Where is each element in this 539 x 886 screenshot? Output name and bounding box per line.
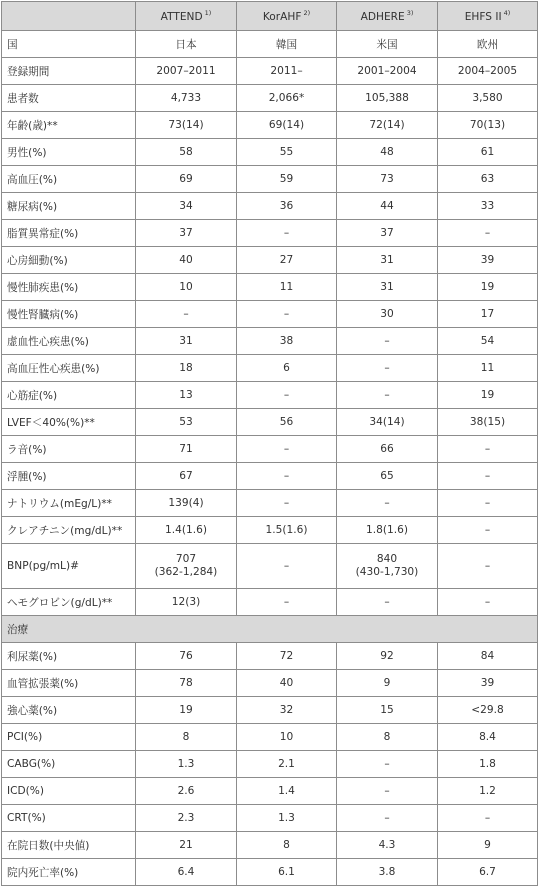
table-row-bnp bbox=[2, 544, 538, 589]
row-value: 4.3 bbox=[337, 832, 438, 859]
row-label: 登録期間 bbox=[2, 58, 136, 85]
row-value: 37 bbox=[337, 220, 438, 247]
row-value: 8 bbox=[136, 724, 237, 751]
row-label: LVEF＜40%(%)** bbox=[2, 409, 136, 436]
row-value: 4,733 bbox=[136, 85, 237, 112]
row-value: 53 bbox=[136, 409, 237, 436]
value-line-1: – bbox=[484, 559, 491, 572]
table-row bbox=[2, 697, 538, 724]
row-value: 34(14) bbox=[337, 409, 438, 436]
row-label: 浮腫(%) bbox=[2, 463, 136, 490]
row-value: 70(13) bbox=[438, 112, 538, 139]
row-value: 6 bbox=[237, 355, 337, 382]
row-value: – bbox=[337, 589, 438, 616]
row-value: – bbox=[337, 490, 438, 517]
row-value: 40 bbox=[136, 247, 237, 274]
row-value: 3,580 bbox=[438, 85, 538, 112]
section-label: 治療 bbox=[2, 616, 538, 643]
row-label: 患者数 bbox=[2, 85, 136, 112]
row-label: ナトリウム(mEg/L)** bbox=[2, 490, 136, 517]
row-value: 76 bbox=[136, 643, 237, 670]
row-value: 韓国 bbox=[237, 31, 337, 58]
row-label: ラ音(%) bbox=[2, 436, 136, 463]
row-value bbox=[337, 544, 438, 589]
row-value: 73(14) bbox=[136, 112, 237, 139]
row-value bbox=[136, 544, 237, 589]
row-value: – bbox=[136, 301, 237, 328]
row-label: クレアチニン(mg/dL)** bbox=[2, 517, 136, 544]
row-value: <29.8 bbox=[438, 697, 538, 724]
row-value: 66 bbox=[337, 436, 438, 463]
row-value: – bbox=[438, 220, 538, 247]
row-value: 59 bbox=[237, 166, 337, 193]
row-value: 9 bbox=[438, 832, 538, 859]
row-value: 38 bbox=[237, 328, 337, 355]
header-row bbox=[2, 2, 538, 31]
row-value: 40 bbox=[237, 670, 337, 697]
row-label: 慢性肺疾患(%) bbox=[2, 274, 136, 301]
header-adhere: ADHERE $^{3)}$ bbox=[337, 2, 438, 31]
row-label: 在院日数(中央値) bbox=[2, 832, 136, 859]
row-value: 65 bbox=[337, 463, 438, 490]
table-row bbox=[2, 301, 538, 328]
row-value: 139(4) bbox=[136, 490, 237, 517]
row-value: 6.1 bbox=[237, 859, 337, 886]
row-value: 9 bbox=[337, 670, 438, 697]
row-label: 利尿薬(%) bbox=[2, 643, 136, 670]
row-value: – bbox=[438, 463, 538, 490]
value-line-2: (362-1,284) bbox=[154, 566, 218, 578]
row-value: 63 bbox=[438, 166, 538, 193]
row-label: 心房細動(%) bbox=[2, 247, 136, 274]
row-value: 米国 bbox=[337, 31, 438, 58]
row-label: 糖尿病(%) bbox=[2, 193, 136, 220]
row-value bbox=[237, 544, 337, 589]
row-value: 69(14) bbox=[237, 112, 337, 139]
table-row bbox=[2, 139, 538, 166]
row-value: – bbox=[337, 382, 438, 409]
row-value: – bbox=[337, 778, 438, 805]
row-label: 血管拡張薬(%) bbox=[2, 670, 136, 697]
table-row bbox=[2, 859, 538, 886]
row-value: 3.8 bbox=[337, 859, 438, 886]
row-value: 72 bbox=[237, 643, 337, 670]
row-value: 32 bbox=[237, 697, 337, 724]
row-value: 2011– bbox=[237, 58, 337, 85]
row-value: 48 bbox=[337, 139, 438, 166]
row-label: 男性(%) bbox=[2, 139, 136, 166]
value-line-1: 707 bbox=[175, 553, 197, 565]
row-value: 13 bbox=[136, 382, 237, 409]
row-value: – bbox=[237, 382, 337, 409]
row-value: 2.1 bbox=[237, 751, 337, 778]
table-row bbox=[2, 751, 538, 778]
row-label: 強心薬(%) bbox=[2, 697, 136, 724]
row-value: – bbox=[438, 589, 538, 616]
row-value: 6.7 bbox=[438, 859, 538, 886]
row-value: – bbox=[337, 751, 438, 778]
row-label: ヘモグロビン(g/dL)** bbox=[2, 589, 136, 616]
value-line-1: 840 bbox=[376, 553, 398, 565]
row-value: 55 bbox=[237, 139, 337, 166]
row-value: 6.4 bbox=[136, 859, 237, 886]
row-value: 31 bbox=[337, 274, 438, 301]
row-value: 19 bbox=[438, 382, 538, 409]
table-body bbox=[2, 2, 538, 886]
row-label: 高血圧(%) bbox=[2, 166, 136, 193]
row-label: 虚血性心疾患(%) bbox=[2, 328, 136, 355]
row-value: 105,388 bbox=[337, 85, 438, 112]
row-label: 高血圧性心疾患(%) bbox=[2, 355, 136, 382]
row-value: 31 bbox=[136, 328, 237, 355]
row-value: 2.6 bbox=[136, 778, 237, 805]
row-value: – bbox=[237, 463, 337, 490]
table-row bbox=[2, 832, 538, 859]
header-attend: ATTEND $^{1)}$ bbox=[136, 2, 237, 31]
row-label: CABG(%) bbox=[2, 751, 136, 778]
row-value: 31 bbox=[337, 247, 438, 274]
table-row bbox=[2, 112, 538, 139]
header-ehfs: EHFS II $^{4)}$ bbox=[438, 2, 538, 31]
row-value: 11 bbox=[237, 274, 337, 301]
header-corner bbox=[2, 2, 136, 31]
row-value: – bbox=[337, 805, 438, 832]
row-value: 39 bbox=[438, 670, 538, 697]
row-value: 2001–2004 bbox=[337, 58, 438, 85]
table-row bbox=[2, 490, 538, 517]
row-value: 日本 bbox=[136, 31, 237, 58]
header-korahf: KorAHF $^{2)}$ bbox=[237, 2, 337, 31]
row-value: 10 bbox=[237, 724, 337, 751]
row-value: 18 bbox=[136, 355, 237, 382]
row-value: – bbox=[438, 436, 538, 463]
row-label: CRT(%) bbox=[2, 805, 136, 832]
table-row bbox=[2, 193, 538, 220]
table-row bbox=[2, 463, 538, 490]
row-value: – bbox=[237, 436, 337, 463]
row-value: – bbox=[438, 490, 538, 517]
row-value: 2,066* bbox=[237, 85, 337, 112]
row-value: 61 bbox=[438, 139, 538, 166]
row-value: 1.5(1.6) bbox=[237, 517, 337, 544]
row-value: 39 bbox=[438, 247, 538, 274]
row-value: 44 bbox=[337, 193, 438, 220]
row-value: 33 bbox=[438, 193, 538, 220]
row-value: 19 bbox=[438, 274, 538, 301]
row-value: 19 bbox=[136, 697, 237, 724]
row-value: 15 bbox=[337, 697, 438, 724]
row-value: 欧州 bbox=[438, 31, 538, 58]
table-row bbox=[2, 724, 538, 751]
row-value: 69 bbox=[136, 166, 237, 193]
row-value: 71 bbox=[136, 436, 237, 463]
row-value: – bbox=[438, 805, 538, 832]
row-value: 17 bbox=[438, 301, 538, 328]
table-row bbox=[2, 274, 538, 301]
row-value: 37 bbox=[136, 220, 237, 247]
row-value: 27 bbox=[237, 247, 337, 274]
table-row bbox=[2, 382, 538, 409]
row-value: – bbox=[237, 301, 337, 328]
row-value bbox=[438, 544, 538, 589]
row-value: 1.8(1.6) bbox=[337, 517, 438, 544]
table-row bbox=[2, 355, 538, 382]
row-value: 92 bbox=[337, 643, 438, 670]
section-row-treatment bbox=[2, 616, 538, 643]
row-value: 12(3) bbox=[136, 589, 237, 616]
row-value: 8 bbox=[337, 724, 438, 751]
row-value: 8 bbox=[237, 832, 337, 859]
row-value: 84 bbox=[438, 643, 538, 670]
row-value: – bbox=[337, 355, 438, 382]
row-label: 院内死亡率(%) bbox=[2, 859, 136, 886]
row-value: 72(14) bbox=[337, 112, 438, 139]
row-label: 心筋症(%) bbox=[2, 382, 136, 409]
table-row bbox=[2, 85, 538, 112]
row-value: 38(15) bbox=[438, 409, 538, 436]
value-line-2: (430-1,730) bbox=[355, 566, 419, 578]
row-value: 34 bbox=[136, 193, 237, 220]
row-value: 2004–2005 bbox=[438, 58, 538, 85]
table-row bbox=[2, 805, 538, 832]
row-value: 8.4 bbox=[438, 724, 538, 751]
row-value: 10 bbox=[136, 274, 237, 301]
table-row bbox=[2, 643, 538, 670]
row-value: 11 bbox=[438, 355, 538, 382]
table-row bbox=[2, 517, 538, 544]
row-value: – bbox=[237, 589, 337, 616]
row-value: 30 bbox=[337, 301, 438, 328]
table-row bbox=[2, 589, 538, 616]
row-value: 2.3 bbox=[136, 805, 237, 832]
table-row bbox=[2, 409, 538, 436]
table-row bbox=[2, 328, 538, 355]
row-label: ICD(%) bbox=[2, 778, 136, 805]
row-value: 1.2 bbox=[438, 778, 538, 805]
registry-comparison-table bbox=[1, 1, 538, 886]
row-value: 1.3 bbox=[237, 805, 337, 832]
row-value: 1.4 bbox=[237, 778, 337, 805]
table-row bbox=[2, 58, 538, 85]
row-value: 1.8 bbox=[438, 751, 538, 778]
row-value: 67 bbox=[136, 463, 237, 490]
table-row bbox=[2, 166, 538, 193]
row-value: 78 bbox=[136, 670, 237, 697]
row-label: 慢性腎臓病(%) bbox=[2, 301, 136, 328]
row-label: 年齢(歳)** bbox=[2, 112, 136, 139]
row-value: 36 bbox=[237, 193, 337, 220]
row-label: PCI(%) bbox=[2, 724, 136, 751]
table-row bbox=[2, 220, 538, 247]
row-value: 2007–2011 bbox=[136, 58, 237, 85]
row-value: 56 bbox=[237, 409, 337, 436]
row-value: – bbox=[438, 517, 538, 544]
row-value: – bbox=[337, 328, 438, 355]
row-value: 1.4(1.6) bbox=[136, 517, 237, 544]
row-value: 58 bbox=[136, 139, 237, 166]
row-value: – bbox=[237, 220, 337, 247]
table-row bbox=[2, 778, 538, 805]
row-label: 国 bbox=[2, 31, 136, 58]
table-row bbox=[2, 247, 538, 274]
row-value: 21 bbox=[136, 832, 237, 859]
row-value: 73 bbox=[337, 166, 438, 193]
table-row bbox=[2, 436, 538, 463]
row-value: – bbox=[237, 490, 337, 517]
row-value: 54 bbox=[438, 328, 538, 355]
row-label: 脂質異常症(%) bbox=[2, 220, 136, 247]
row-value: 1.3 bbox=[136, 751, 237, 778]
table-row bbox=[2, 670, 538, 697]
table-row bbox=[2, 31, 538, 58]
value-line-1: – bbox=[283, 559, 290, 572]
row-label: BNP(pg/mL)# bbox=[2, 544, 136, 589]
